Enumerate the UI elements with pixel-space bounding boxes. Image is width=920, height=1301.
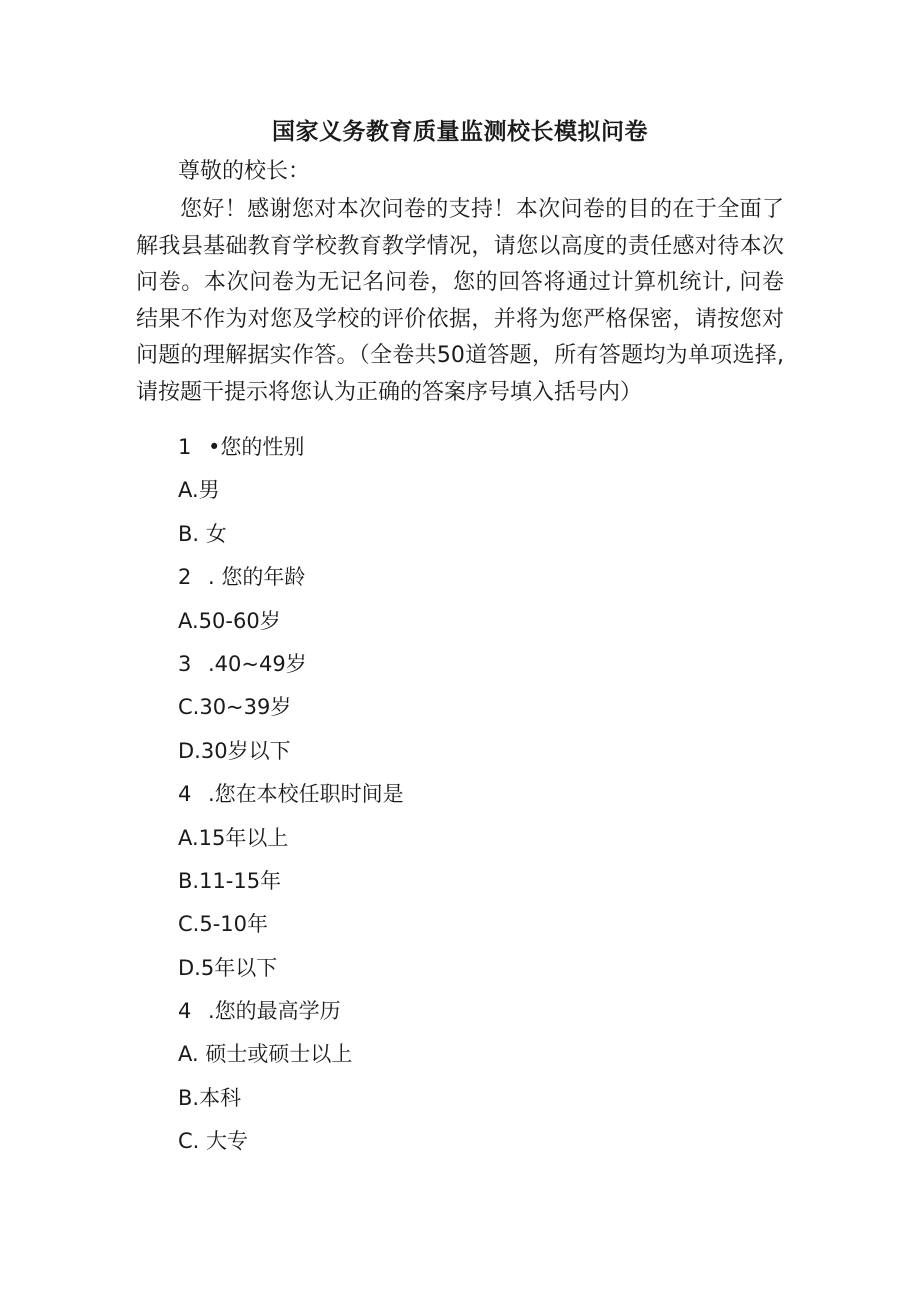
option-line: C. 大专 bbox=[178, 1129, 249, 1154]
option-line: D.5年以下 bbox=[178, 955, 278, 980]
option-line: A.男 bbox=[178, 478, 220, 503]
question-number: 1 bbox=[178, 435, 192, 459]
salutation: 尊敬的校长： bbox=[178, 159, 311, 184]
question-text: .您在本校任职时间是 bbox=[208, 782, 404, 807]
option-line: A.15年以上 bbox=[178, 825, 289, 850]
option-line: C.30~39岁 bbox=[178, 695, 292, 720]
question-text: .您的最高学历 bbox=[208, 999, 341, 1024]
question-line bbox=[178, 430, 778, 473]
option-line: D.30岁以下 bbox=[178, 738, 291, 763]
question-list bbox=[178, 430, 778, 1168]
question-line bbox=[178, 777, 778, 820]
option-line: B.11-15年 bbox=[178, 868, 282, 893]
document-title: 国家义务教育质量监测校长模拟问卷 bbox=[272, 119, 648, 145]
option-line: A. 硕士或硕士以上 bbox=[178, 1042, 353, 1067]
intro-text: 您好！感谢您对本次问卷的支持！本次问卷的目的在于全面了解我县基础教育学校教育教学情况，请您以高度的责任感对待本次问卷。本次问卷为无记名问卷，您的回答将通过计算机统计, 问卷结果不作为对您及学校的评价依据，并将为您严格保密，请按您对问题的理解据实作答。（全卷共50道答题，所有答题均为单项选择,请按题干提示将您认为正确的答案序号填入括号内） bbox=[136, 197, 784, 405]
question-number: 4 bbox=[178, 782, 192, 807]
question-number: 2 bbox=[178, 565, 192, 590]
question-text: .40~49岁 bbox=[208, 651, 307, 676]
question-text: . 您的年龄 bbox=[208, 565, 306, 590]
option-line: A.50-60岁 bbox=[178, 608, 281, 633]
option-line: B.本科 bbox=[178, 1085, 242, 1110]
option-line: C.5-10年 bbox=[178, 912, 268, 937]
option-line: B. 女 bbox=[178, 521, 227, 546]
intro-paragraph bbox=[136, 192, 784, 411]
question-line bbox=[178, 994, 778, 1037]
question-number: 3 bbox=[178, 651, 192, 676]
question-line bbox=[178, 647, 778, 690]
question-text: •您的性别 bbox=[208, 435, 305, 459]
question-line bbox=[178, 560, 778, 603]
question-number: 4 bbox=[178, 999, 192, 1024]
